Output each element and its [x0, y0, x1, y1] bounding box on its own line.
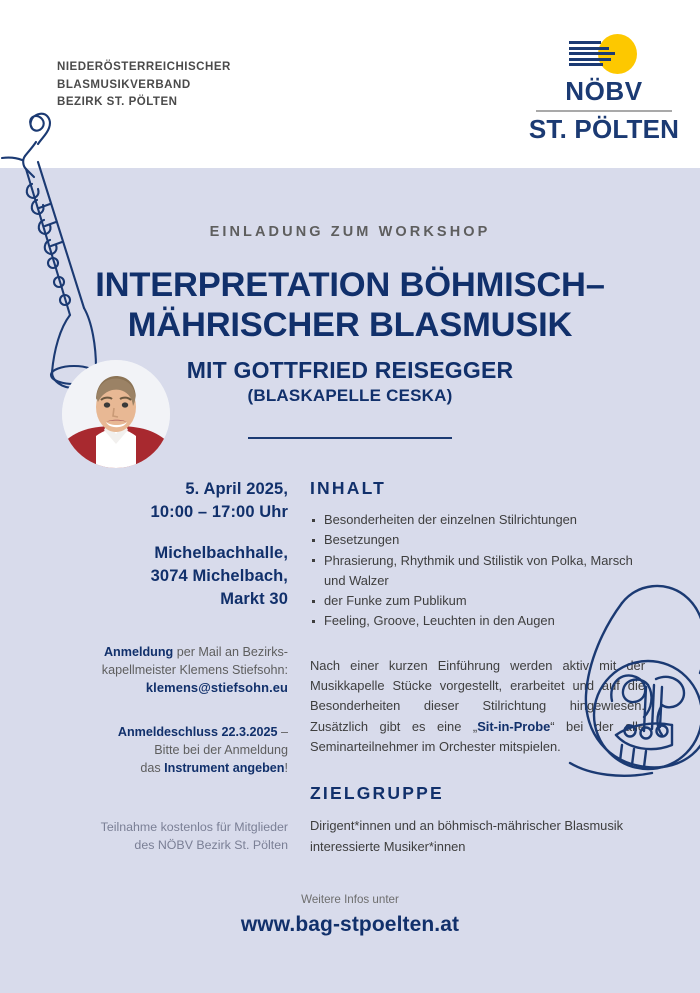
- organization-name: [57, 58, 231, 111]
- venue-line-3: Markt 30: [220, 590, 288, 608]
- presenter-name: MIT GOTTFRIED REISEGGER: [186, 357, 514, 383]
- logo-stripe-bars: [569, 41, 616, 67]
- deadline-line-1: [48, 723, 288, 741]
- inhalt-heading: INHALT: [310, 478, 387, 498]
- description-paragraph: [310, 656, 645, 757]
- title-line-2: MÄHRISCHER BLASMUSIK: [127, 306, 573, 344]
- org-line-1: NIEDERÖSTERREICHISCHER: [57, 59, 231, 73]
- header-band: [0, 0, 700, 168]
- paragraph-highlight: Sit-in-Probe: [477, 718, 551, 734]
- zielgruppe-text: Dirigent*innen und an böhmisch-mährischer Blasmusik interessierte Musiker*innen: [310, 818, 624, 854]
- footer-website-url[interactable]: www.bag-stpoelten.at: [240, 913, 460, 936]
- logo-acronym: NÖBV: [565, 76, 643, 106]
- registration-email[interactable]: klemens@stiefsohn.eu: [145, 680, 288, 695]
- deadline-dash: –: [277, 725, 288, 739]
- deadline-keyword: Anmeldeschluss 22.3.2025: [117, 725, 278, 739]
- logo-city-name: ST. PÖLTEN: [528, 114, 680, 144]
- registration-info: [48, 643, 288, 697]
- registration-keyword: Anmeldung: [103, 645, 174, 659]
- cost-line-1: Teilnahme kostenlos für Mitglieder: [100, 820, 288, 834]
- registration-deadline: [48, 723, 288, 777]
- title-divider: [248, 437, 452, 439]
- registration-rest: per Mail an Bezirks-: [173, 645, 288, 659]
- deadline-line-3: [48, 759, 288, 777]
- venue-line-1: Michelbachhalle,: [154, 544, 288, 562]
- page-title: [40, 265, 660, 345]
- inhalt-list: [310, 510, 645, 632]
- paragraph-post: “ bei der alle Seminarteilnehmer im Orchester mitspielen.: [310, 718, 645, 754]
- list-item: Feeling, Groove, Leuchten in den Augen: [310, 611, 645, 631]
- presenter-portrait: [62, 360, 170, 468]
- logo-divider: [536, 110, 672, 112]
- cost-line-2: des NÖBV Bezirk St. Pölten: [134, 838, 288, 852]
- logo-sun-bars-icon: [569, 34, 639, 74]
- eyebrow-label: EINLADUNG ZUM WORKSHOP: [209, 224, 491, 240]
- org-line-2: BLASMUSIKVERBAND: [57, 76, 191, 91]
- event-date-line-2: 10:00 – 17:00 Uhr: [150, 503, 288, 521]
- event-date-line-1: 5. April 2025,: [185, 480, 288, 498]
- org-line-3: BEZIRK ST. PÖLTEN: [57, 94, 178, 108]
- paragraph-pre: Nach einer kurzen Einführung werden aktiv mit der Musikkapelle Stücke vorgestellt, erarbeitet und auf die Besonderheiten dieser Stilrichtung hingewiesen. Zusätzlich gibt es eine „: [310, 657, 645, 734]
- participation-cost-note: [48, 818, 288, 854]
- list-item: Phrasierung, Rhythmik und Stilistik von Polka, Marsch und Walzer: [310, 551, 645, 592]
- zielgruppe-heading: ZIELGRUPPE: [310, 783, 444, 804]
- deadline-line-2: Bitte bei der Anmeldung: [154, 743, 288, 757]
- nobv-logo: [528, 34, 680, 142]
- title-line-1: INTERPRETATION BÖHMISCH–: [95, 266, 605, 304]
- footer-note: Weitere Infos unter: [301, 893, 399, 906]
- event-details-column: [48, 478, 288, 852]
- registration-line-1: [48, 643, 288, 661]
- list-item: Besetzungen: [310, 530, 645, 550]
- registration-line-2: kapellmeister Klemens Stiefsohn:: [101, 663, 288, 677]
- deadline-instrument: Instrument angeben: [164, 761, 285, 775]
- list-item: der Funke zum Publikum: [310, 591, 645, 611]
- deadline-post: !: [284, 761, 288, 775]
- list-item: Besonderheiten der einzelnen Stilrichtungen: [310, 510, 645, 530]
- presenter-ensemble: (BLASKAPELLE CESKA): [247, 386, 453, 405]
- deadline-pre: das: [140, 761, 165, 775]
- event-date: [48, 478, 288, 524]
- avatar: [62, 360, 170, 468]
- event-venue: [48, 542, 288, 611]
- content-column: [310, 478, 645, 857]
- venue-line-2: 3074 Michelbach,: [150, 567, 288, 585]
